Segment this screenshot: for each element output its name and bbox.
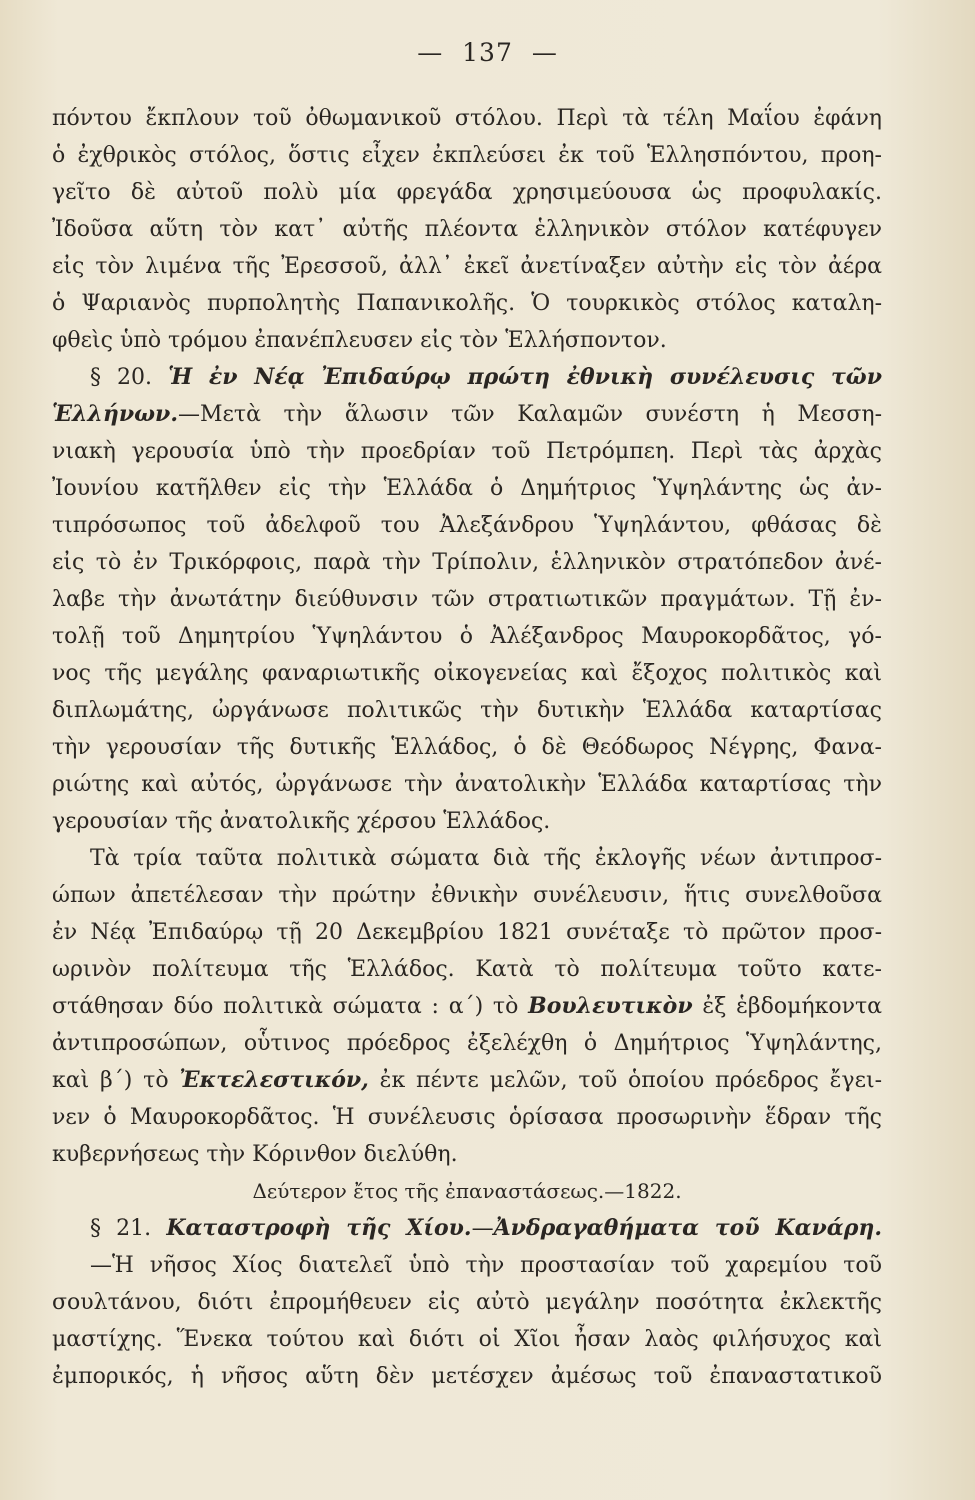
text-fragment: ἐξ ἑβδομήκοντα <box>702 994 882 1019</box>
text-line: ἐν Νέᾳ Ἐπιδαύρῳ τῇ 20 Δεκεμβρίου 1821 συνέταξε τὸ πρῶτον προσ- <box>52 920 882 945</box>
text-line: γεῖτο δὲ αὐτοῦ πολὺ μία φρεγάδα χρησιμεύουσα ὡς προφυλακίς. <box>52 180 882 205</box>
text-line: σουλτάνου, διότι ἐπρομήθευεν εἰς αὐτὸ μεγάλην ποσότητα ἐκλεκτῆς <box>52 1290 882 1315</box>
section-21-number: § 21. <box>90 1216 152 1241</box>
text-line: Ἰδοῦσα αὕτη τὸν κατ᾽ αὐτῆς πλέοντα ἑλληνικὸν στόλον κατέφυγεν <box>52 217 882 242</box>
text-line: ωρινὸν πολίτευμα τῆς Ἑλλάδος. Κατὰ τὸ πολίτευμα τοῦτο κατε- <box>52 957 882 982</box>
text-line: —Μετὰ τὴν ἅλωσιν τῶν Καλαμῶν συνέστη ἡ Μεσση- <box>177 402 882 427</box>
year-heading: Δεύτερον ἔτος τῆς ἐπαναστάσεως.—1822. <box>252 1179 682 1203</box>
text-line: λαβε τὴν ἀνωτάτην διεύθυνσιν τῶν στρατιωτικῶν πραγμάτων. Τῇ ἐν- <box>52 587 882 612</box>
text-line: κυβερνήσεως τὴν Κόρινθον διελύθη. <box>52 1142 458 1167</box>
section-20-heading-line-2 <box>52 396 882 433</box>
text-line: Τὰ τρία ταῦτα πολιτικὰ σώματα διὰ τῆς ἐκλογῆς νέων ἀντιπροσ- <box>90 846 882 871</box>
text-line: πόντου ἔκπλουν τοῦ ὀθωμανικοῦ στόλου. Περὶ τὰ τέλη Μαΐου ἐφάνη <box>52 106 882 131</box>
text-line: —Ἡ νῆσος Χίος διατελεῖ ὑπὸ τὴν προστασίαν τοῦ χαρεμίου τοῦ <box>90 1253 882 1278</box>
text-line: φθεὶς ὑπὸ τρόμου ἐπανέπλευσεν εἰς τὸν Ἑλλήσποντον. <box>52 328 667 353</box>
page-number-dash-right: — <box>531 38 558 67</box>
text-line: ὁ ἐχθρικὸς στόλος, ὅστις εἶχεν ἐκπλεύσει ἐκ τοῦ Ἑλλησπόντου, προη- <box>52 143 882 168</box>
section-21-title: Καταστροφὴ τῆς Χίου. <box>166 1215 472 1241</box>
text-fragment: καὶ β΄) τὸ <box>52 1068 169 1093</box>
page-number-dash-left: — <box>417 38 444 67</box>
page-number: 137 <box>462 38 513 67</box>
text-line: νιακὴ γερουσία ὑπὸ τὴν προεδρίαν τοῦ Πετρόμπεη. Περὶ τὰς ἀρχὰς <box>52 439 882 464</box>
text-line: τολῇ τοῦ Δημητρίου Ὑψηλάντου ὁ Ἀλέξανδρος Μαυροκορδᾶτος, γό- <box>52 624 882 649</box>
text-line: νεν ὁ Μαυροκορδᾶτος. Ἡ συνέλευσις ὁρίσασα προσωρινὴν ἕδραν τῆς <box>52 1105 882 1130</box>
section-20-title: Ἡ ἐν Νέᾳ Ἐπιδαύρῳ πρώτη ἐθνικὴ συνέλευσις τῶν <box>168 364 883 390</box>
section-21-subtitle: Ἀνδραγαθήματα τοῦ Κανάρη. <box>493 1215 882 1241</box>
text-line: διπλωμάτης, ὠργάνωσε πολιτικῶς τὴν δυτικὴν Ἑλλάδα καταρτίσας <box>52 698 882 723</box>
text-line: Ἰουνίου κατῆλθεν εἰς τὴν Ἑλλάδα ὁ Δημήτριος Ὑψηλάντης ὡς ἀν- <box>52 476 882 501</box>
text-line: ἀντιπροσώπων, οὗτινος πρόεδρος ἐξελέχθη ὁ Δημήτριος Ὑψηλάντης, <box>52 1031 882 1056</box>
text-line: ἐμπορικός, ἡ νῆσος αὕτη δὲν μετέσχεν ἀμέσως τοῦ ἐπαναστατικοῦ <box>52 1364 882 1389</box>
body-text <box>52 100 882 1395</box>
text-line-ektelestikon <box>52 1062 882 1099</box>
text-line-bouleutikon <box>52 988 882 1025</box>
page-number-header <box>0 38 975 67</box>
section-21-heading-line <box>52 1210 882 1247</box>
text-line: εἰς τὸν λιμένα τῆς Ἐρεσσοῦ, ἀλλ᾽ ἐκεῖ ἀνετίναξεν αὐτὴν εἰς τὸν ἀέρα <box>52 254 882 279</box>
ektelestikon-term: Ἐκτελεστικόν, <box>179 1067 369 1093</box>
section-20-number: § 20. <box>90 365 153 390</box>
text-line: μαστίχης. Ἕνεκα τούτου καὶ διότι οἱ Χῖοι ἦσαν λαὸς φιλήσυχος καὶ <box>52 1327 882 1352</box>
text-line: εἰς τὸ ἐν Τρικόρφοις, παρὰ τὴν Τρίπολιν, ἑλληνικὸν στρατόπεδον ἀνέ- <box>52 550 882 575</box>
text-fragment: στάθησαν δύο πολιτικὰ σώματα : α΄) τὸ <box>52 994 519 1019</box>
text-fragment: ἐκ πέντε μελῶν, τοῦ ὁποίου πρόεδρος ἔγει- <box>379 1068 883 1093</box>
text-line: ὁ Ψαριανὸς πυρπολητὴς Παπανικολῆς. Ὁ τουρκικὸς στόλος καταλη- <box>52 291 882 316</box>
text-line: νος τῆς μεγάλης φαναριωτικῆς οἰκογενείας καὶ ἔξοχος πολιτικὸς καὶ <box>52 661 882 686</box>
section-21-dash: — <box>471 1216 494 1241</box>
section-20-heading-line <box>52 359 882 396</box>
text-line: γερουσίαν τῆς ἀνατολικῆς χέρσου Ἑλλάδος. <box>52 809 551 834</box>
text-line: τὴν γερουσίαν τῆς δυτικῆς Ἑλλάδος, ὁ δὲ Θεόδωρος Νέγρης, Φανα- <box>52 735 882 760</box>
bouleutikon-term: Βουλευτικὸν <box>528 993 693 1019</box>
text-line: τιπρόσωπος τοῦ ἀδελφοῦ του Ἀλεξάνδρου Ὑψηλάντου, φθάσας δὲ <box>52 513 882 538</box>
text-line: ώπων ἀπετέλεσαν τὴν πρώτην ἐθνικὴν συνέλευσιν, ἥτις συνελθοῦσα <box>52 883 882 908</box>
section-20-title-end: Ἑλλήνων. <box>52 401 178 427</box>
text-line: ριώτης καὶ αὐτός, ὠργάνωσε τὴν ἀνατολικὴν Ἑλλάδα καταρτίσας τὴν <box>52 772 882 797</box>
